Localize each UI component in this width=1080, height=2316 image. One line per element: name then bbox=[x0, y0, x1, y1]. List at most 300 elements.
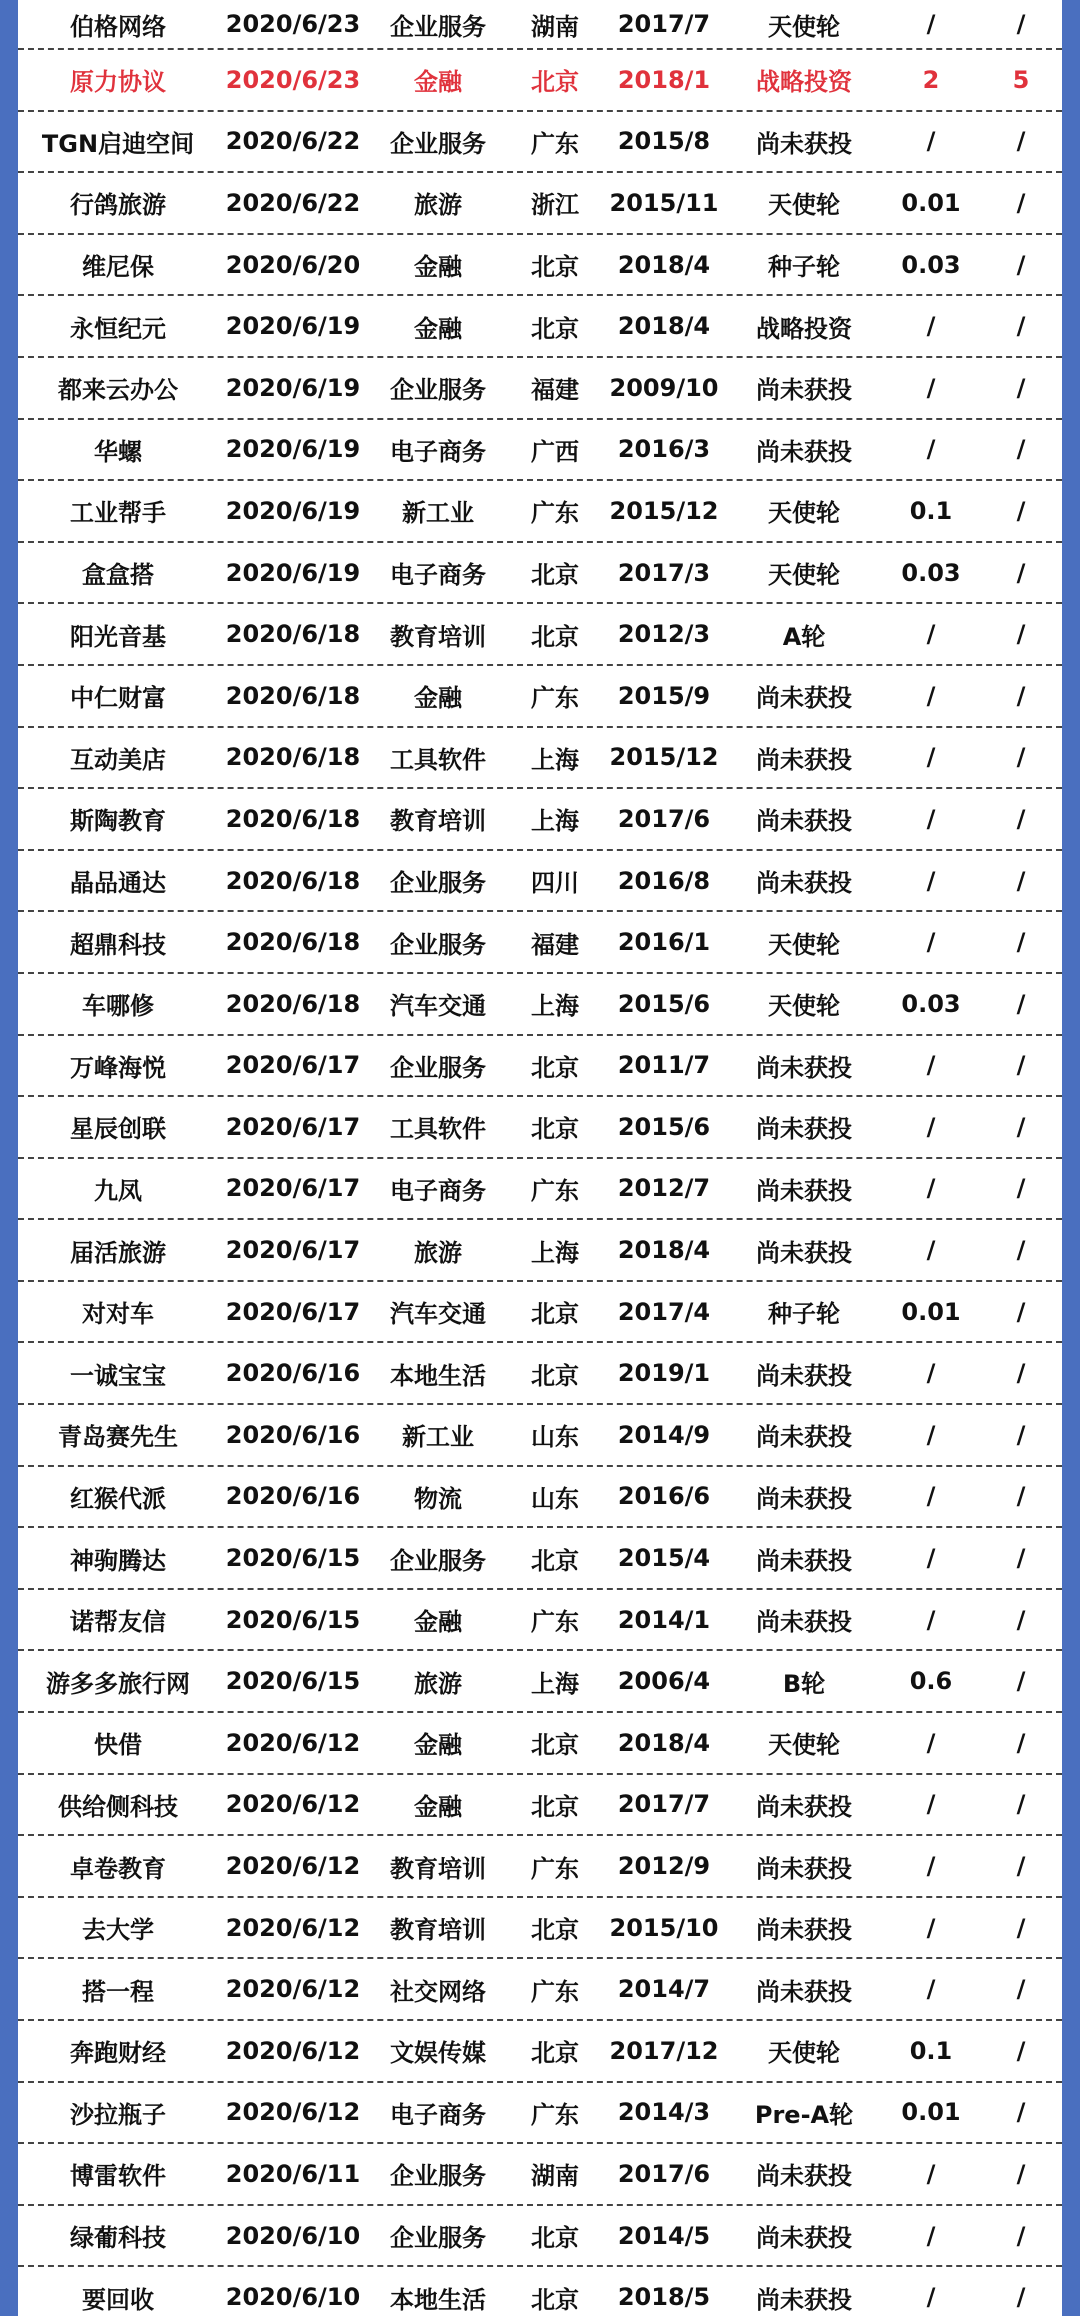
industry-cell: 企业服务 bbox=[390, 930, 486, 959]
province-cell: 湖南 bbox=[531, 12, 579, 41]
date-cell: 2020/6/17 bbox=[225, 1112, 361, 1141]
amount-cell: / bbox=[926, 1728, 936, 1757]
industry-cell: 金融 bbox=[414, 1792, 462, 1821]
company-name-cell: 星辰创联 bbox=[70, 1115, 166, 1144]
amount-cell: / bbox=[926, 1420, 936, 1449]
industry-cell: 工具软件 bbox=[390, 1115, 486, 1144]
date-cell: 2020/6/12 bbox=[225, 1728, 361, 1757]
province-cell: 北京 bbox=[531, 561, 579, 590]
round-cell: 尚未获投 bbox=[756, 437, 852, 466]
round-cell: 尚未获投 bbox=[756, 1916, 852, 1945]
amount-cell: / bbox=[926, 1112, 936, 1141]
round-cell: 尚未获投 bbox=[756, 869, 852, 898]
province-cell: 山东 bbox=[531, 1423, 579, 1452]
founded-cell: 2018/4 bbox=[617, 250, 711, 279]
round-cell: 天使轮 bbox=[768, 2039, 840, 2068]
date-cell: 2020/6/17 bbox=[225, 1174, 361, 1203]
province-cell: 上海 bbox=[531, 1238, 579, 1267]
province-cell: 北京 bbox=[531, 1053, 579, 1082]
valuation-cell: / bbox=[1016, 435, 1026, 464]
amount-cell: / bbox=[926, 1913, 936, 1942]
date-cell: 2020/6/17 bbox=[225, 1236, 361, 1265]
date-cell: 2020/6/16 bbox=[225, 1420, 361, 1449]
table-row bbox=[18, 1405, 1062, 1467]
round-cell: 天使轮 bbox=[768, 992, 840, 1021]
industry-cell: 企业服务 bbox=[390, 12, 486, 41]
company-name-cell: 博雷软件 bbox=[70, 2162, 166, 2191]
industry-cell: 企业服务 bbox=[390, 1053, 486, 1082]
date-cell: 2020/6/12 bbox=[225, 1852, 361, 1881]
valuation-cell: / bbox=[1016, 373, 1026, 402]
round-cell: 尚未获投 bbox=[756, 1608, 852, 1637]
round-cell: 尚未获投 bbox=[756, 1423, 852, 1452]
company-name-cell: 供给侧科技 bbox=[58, 1792, 178, 1821]
table-row bbox=[18, 1343, 1062, 1405]
industry-cell: 本地生活 bbox=[390, 1361, 486, 1390]
province-cell: 湖南 bbox=[531, 2162, 579, 2191]
industry-cell: 教育培训 bbox=[390, 1916, 486, 1945]
industry-cell: 新工业 bbox=[402, 499, 474, 528]
round-cell: 战略投资 bbox=[756, 68, 852, 97]
company-name-cell: 一诚宝宝 bbox=[70, 1361, 166, 1390]
date-cell: 2020/6/18 bbox=[225, 743, 361, 772]
valuation-cell: / bbox=[1016, 1605, 1026, 1634]
round-cell: 尚未获投 bbox=[756, 2285, 852, 2314]
province-cell: 广东 bbox=[531, 1854, 579, 1883]
amount-cell: / bbox=[926, 373, 936, 402]
table-row bbox=[18, 1282, 1062, 1344]
table-row bbox=[18, 1097, 1062, 1159]
amount-cell: 0.01 bbox=[901, 2098, 961, 2127]
table-row bbox=[18, 1651, 1062, 1713]
date-cell: 2020/6/19 bbox=[225, 558, 361, 587]
industry-cell: 教育培训 bbox=[390, 807, 486, 836]
company-name-cell: 红猴代派 bbox=[70, 1484, 166, 1513]
date-cell: 2020/6/15 bbox=[225, 1544, 361, 1573]
province-cell: 北京 bbox=[531, 2285, 579, 2314]
industry-cell: 电子商务 bbox=[390, 2100, 486, 2129]
founded-cell: 2015/12 bbox=[609, 743, 719, 772]
company-name-cell: TGN启迪空间 bbox=[41, 129, 195, 158]
date-cell: 2020/6/23 bbox=[225, 10, 361, 38]
valuation-cell: / bbox=[1016, 1544, 1026, 1573]
founded-cell: 2015/6 bbox=[617, 989, 711, 1018]
company-name-cell: 神驹腾达 bbox=[70, 1546, 166, 1575]
amount-cell: / bbox=[926, 2221, 936, 2250]
valuation-cell: / bbox=[1016, 866, 1026, 895]
valuation-cell: / bbox=[1016, 127, 1026, 156]
amount-cell: 0.1 bbox=[909, 2036, 953, 2065]
date-cell: 2020/6/12 bbox=[225, 1975, 361, 2004]
industry-cell: 旅游 bbox=[414, 1238, 462, 1267]
founded-cell: 2015/4 bbox=[617, 1544, 711, 1573]
founded-cell: 2017/4 bbox=[617, 1297, 711, 1326]
round-cell: 种子轮 bbox=[768, 253, 840, 282]
founded-cell: 2012/7 bbox=[617, 1174, 711, 1203]
date-cell: 2020/6/22 bbox=[225, 127, 361, 156]
date-cell: 2020/6/17 bbox=[225, 1297, 361, 1326]
province-cell: 广东 bbox=[531, 1608, 579, 1637]
date-cell: 2020/6/19 bbox=[225, 496, 361, 525]
round-cell: 种子轮 bbox=[768, 1300, 840, 1329]
industry-cell: 金融 bbox=[414, 1731, 462, 1760]
round-cell: 尚未获投 bbox=[756, 1176, 852, 1205]
valuation-cell: / bbox=[1016, 804, 1026, 833]
round-cell: 尚未获投 bbox=[756, 1484, 852, 1513]
province-cell: 北京 bbox=[531, 1361, 579, 1390]
round-cell: A轮 bbox=[782, 622, 826, 651]
date-cell: 2020/6/18 bbox=[225, 928, 361, 957]
industry-cell: 教育培训 bbox=[390, 1854, 486, 1883]
table-row bbox=[18, 0, 1062, 50]
date-cell: 2020/6/17 bbox=[225, 1051, 361, 1080]
industry-cell: 金融 bbox=[414, 68, 462, 97]
amount-cell: 0.1 bbox=[909, 496, 953, 525]
amount-cell: 0.03 bbox=[901, 989, 961, 1018]
valuation-cell: / bbox=[1016, 1728, 1026, 1757]
date-cell: 2020/6/18 bbox=[225, 681, 361, 710]
date-cell: 2020/6/18 bbox=[225, 804, 361, 833]
date-cell: 2020/6/19 bbox=[225, 435, 361, 464]
industry-cell: 企业服务 bbox=[390, 376, 486, 405]
founded-cell: 2018/4 bbox=[617, 1236, 711, 1265]
date-cell: 2020/6/11 bbox=[225, 2159, 361, 2188]
valuation-cell: / bbox=[1016, 558, 1026, 587]
province-cell: 山东 bbox=[531, 1484, 579, 1513]
founded-cell: 2017/6 bbox=[617, 804, 711, 833]
amount-cell: / bbox=[926, 804, 936, 833]
company-name-cell: 搭一程 bbox=[82, 1977, 154, 2006]
company-name-cell: 届活旅游 bbox=[70, 1238, 166, 1267]
company-name-cell: 盒盒搭 bbox=[82, 561, 154, 590]
province-cell: 北京 bbox=[531, 1300, 579, 1329]
company-name-cell: 游多多旅行网 bbox=[46, 1669, 190, 1698]
company-name-cell: 青岛赛先生 bbox=[58, 1423, 178, 1452]
company-name-cell: 永恒纪元 bbox=[70, 314, 166, 343]
founded-cell: 2017/3 bbox=[617, 558, 711, 587]
founded-cell: 2017/7 bbox=[617, 10, 711, 38]
industry-cell: 企业服务 bbox=[390, 2162, 486, 2191]
province-cell: 北京 bbox=[531, 1115, 579, 1144]
table-row bbox=[18, 1036, 1062, 1098]
amount-cell: / bbox=[926, 1605, 936, 1634]
province-cell: 上海 bbox=[531, 745, 579, 774]
province-cell: 广东 bbox=[531, 1176, 579, 1205]
date-cell: 2020/6/16 bbox=[225, 1359, 361, 1388]
round-cell: 尚未获投 bbox=[756, 1854, 852, 1883]
company-name-cell: 快借 bbox=[94, 1731, 142, 1760]
round-cell: 尚未获投 bbox=[756, 1792, 852, 1821]
round-cell: 尚未获投 bbox=[756, 1546, 852, 1575]
industry-cell: 金融 bbox=[414, 684, 462, 713]
amount-cell: / bbox=[926, 1051, 936, 1080]
province-cell: 北京 bbox=[531, 1792, 579, 1821]
amount-cell: 0.01 bbox=[901, 188, 961, 217]
founded-cell: 2018/4 bbox=[617, 1728, 711, 1757]
valuation-cell: / bbox=[1016, 250, 1026, 279]
valuation-cell: / bbox=[1016, 2098, 1026, 2127]
table-row bbox=[18, 2267, 1062, 2316]
round-cell: 尚未获投 bbox=[756, 1977, 852, 2006]
date-cell: 2020/6/20 bbox=[225, 250, 361, 279]
valuation-cell: / bbox=[1016, 2159, 1026, 2188]
valuation-cell: / bbox=[1016, 1359, 1026, 1388]
round-cell: 尚未获投 bbox=[756, 129, 852, 158]
valuation-cell: / bbox=[1016, 928, 1026, 957]
table-row bbox=[18, 235, 1062, 297]
table-row bbox=[18, 1898, 1062, 1960]
company-name-cell: 超鼎科技 bbox=[70, 930, 166, 959]
table-row bbox=[18, 112, 1062, 174]
valuation-cell: / bbox=[1016, 1236, 1026, 1265]
province-cell: 上海 bbox=[531, 1669, 579, 1698]
company-name-cell: 都来云办公 bbox=[58, 376, 178, 405]
founded-cell: 2018/5 bbox=[617, 2283, 711, 2312]
valuation-cell: / bbox=[1016, 681, 1026, 710]
table-row bbox=[18, 173, 1062, 235]
valuation-cell: / bbox=[1016, 620, 1026, 649]
table-row bbox=[18, 666, 1062, 728]
date-cell: 2020/6/19 bbox=[225, 312, 361, 341]
province-cell: 福建 bbox=[531, 930, 579, 959]
founded-cell: 2015/8 bbox=[617, 127, 711, 156]
valuation-cell: / bbox=[1016, 1051, 1026, 1080]
founded-cell: 2018/4 bbox=[617, 312, 711, 341]
company-name-cell: 奔跑财经 bbox=[70, 2039, 166, 2068]
table-row bbox=[18, 358, 1062, 420]
amount-cell: / bbox=[926, 928, 936, 957]
company-name-cell: 万峰海悦 bbox=[70, 1053, 166, 1082]
table-row bbox=[18, 789, 1062, 851]
amount-cell: / bbox=[926, 312, 936, 341]
table-row bbox=[18, 604, 1062, 666]
company-name-cell: 诺帮友信 bbox=[70, 1608, 166, 1637]
industry-cell: 旅游 bbox=[414, 191, 462, 220]
founded-cell: 2014/7 bbox=[617, 1975, 711, 2004]
valuation-cell: / bbox=[1016, 743, 1026, 772]
date-cell: 2020/6/19 bbox=[225, 373, 361, 402]
company-name-cell: 对对车 bbox=[82, 1300, 154, 1329]
province-cell: 北京 bbox=[531, 314, 579, 343]
industry-cell: 企业服务 bbox=[390, 869, 486, 898]
industry-cell: 金融 bbox=[414, 314, 462, 343]
valuation-cell: / bbox=[1016, 1174, 1026, 1203]
date-cell: 2020/6/18 bbox=[225, 989, 361, 1018]
valuation-cell: / bbox=[1016, 2283, 1026, 2312]
amount-cell: / bbox=[926, 1482, 936, 1511]
province-cell: 北京 bbox=[531, 622, 579, 651]
table-row bbox=[18, 1836, 1062, 1898]
amount-cell: / bbox=[926, 866, 936, 895]
date-cell: 2020/6/12 bbox=[225, 2098, 361, 2127]
amount-cell: 0.03 bbox=[901, 250, 961, 279]
province-cell: 北京 bbox=[531, 2039, 579, 2068]
company-name-cell: 去大学 bbox=[82, 1916, 154, 1945]
founded-cell: 2017/12 bbox=[609, 2036, 719, 2065]
table-row bbox=[18, 1590, 1062, 1652]
valuation-cell: / bbox=[1016, 1297, 1026, 1326]
founded-cell: 2006/4 bbox=[617, 1667, 711, 1696]
company-name-cell: 华螺 bbox=[94, 437, 142, 466]
table-row bbox=[18, 420, 1062, 482]
founded-cell: 2015/12 bbox=[609, 496, 719, 525]
table-row bbox=[18, 851, 1062, 913]
founded-cell: 2015/6 bbox=[617, 1112, 711, 1141]
amount-cell: / bbox=[926, 620, 936, 649]
company-name-cell: 绿葡科技 bbox=[70, 2224, 166, 2253]
industry-cell: 汽车交通 bbox=[390, 1300, 486, 1329]
founded-cell: 2015/10 bbox=[609, 1913, 719, 1942]
founded-cell: 2011/7 bbox=[617, 1051, 711, 1080]
industry-cell: 电子商务 bbox=[390, 1176, 486, 1205]
date-cell: 2020/6/15 bbox=[225, 1667, 361, 1696]
industry-cell: 社交网络 bbox=[390, 1977, 486, 2006]
province-cell: 福建 bbox=[531, 376, 579, 405]
round-cell: Pre-A轮 bbox=[754, 2100, 854, 2129]
province-cell: 北京 bbox=[531, 68, 579, 97]
round-cell: 尚未获投 bbox=[756, 745, 852, 774]
industry-cell: 电子商务 bbox=[390, 437, 486, 466]
founded-cell: 2017/7 bbox=[617, 1790, 711, 1819]
province-cell: 浙江 bbox=[531, 191, 579, 220]
round-cell: 尚未获投 bbox=[756, 2224, 852, 2253]
province-cell: 北京 bbox=[531, 1916, 579, 1945]
round-cell: 天使轮 bbox=[768, 499, 840, 528]
province-cell: 四川 bbox=[531, 869, 579, 898]
founded-cell: 2018/1 bbox=[617, 65, 711, 94]
province-cell: 广东 bbox=[531, 1977, 579, 2006]
province-cell: 广东 bbox=[531, 129, 579, 158]
date-cell: 2020/6/23 bbox=[225, 65, 361, 94]
date-cell: 2020/6/12 bbox=[225, 2036, 361, 2065]
round-cell: 天使轮 bbox=[768, 12, 840, 41]
amount-cell: / bbox=[926, 127, 936, 156]
company-name-cell: 阳光音基 bbox=[70, 622, 166, 651]
amount-cell: / bbox=[926, 2159, 936, 2188]
date-cell: 2020/6/10 bbox=[225, 2221, 361, 2250]
table-row bbox=[18, 1775, 1062, 1837]
date-cell: 2020/6/16 bbox=[225, 1482, 361, 1511]
company-name-cell: 斯陶教育 bbox=[70, 807, 166, 836]
valuation-cell: / bbox=[1016, 188, 1026, 217]
province-cell: 北京 bbox=[531, 2224, 579, 2253]
date-cell: 2020/6/10 bbox=[225, 2283, 361, 2312]
valuation-cell: / bbox=[1016, 1667, 1026, 1696]
round-cell: 尚未获投 bbox=[756, 1238, 852, 1267]
round-cell: 尚未获投 bbox=[756, 1115, 852, 1144]
table-row bbox=[18, 2144, 1062, 2206]
company-name-cell: 原力协议 bbox=[70, 68, 166, 97]
round-cell: 战略投资 bbox=[756, 314, 852, 343]
amount-cell: / bbox=[926, 10, 936, 38]
industry-cell: 文娱传媒 bbox=[390, 2039, 486, 2068]
company-name-cell: 行鸽旅游 bbox=[70, 191, 166, 220]
amount-cell: 0.03 bbox=[901, 558, 961, 587]
valuation-cell: / bbox=[1016, 1112, 1026, 1141]
table-row bbox=[18, 728, 1062, 790]
table-row bbox=[18, 1467, 1062, 1529]
industry-cell: 企业服务 bbox=[390, 2224, 486, 2253]
industry-cell: 旅游 bbox=[414, 1669, 462, 1698]
table-row bbox=[18, 543, 1062, 605]
valuation-cell: / bbox=[1016, 2036, 1026, 2065]
province-cell: 北京 bbox=[531, 1546, 579, 1575]
amount-cell: / bbox=[926, 1852, 936, 1881]
table-row bbox=[18, 2206, 1062, 2268]
province-cell: 广东 bbox=[531, 499, 579, 528]
table-row bbox=[18, 1220, 1062, 1282]
amount-cell: / bbox=[926, 681, 936, 710]
valuation-cell: / bbox=[1016, 2221, 1026, 2250]
province-cell: 北京 bbox=[531, 253, 579, 282]
province-cell: 上海 bbox=[531, 807, 579, 836]
founded-cell: 2016/8 bbox=[617, 866, 711, 895]
amount-cell: / bbox=[926, 1174, 936, 1203]
founded-cell: 2012/3 bbox=[617, 620, 711, 649]
industry-cell: 物流 bbox=[414, 1484, 462, 1513]
industry-cell: 教育培训 bbox=[390, 622, 486, 651]
company-name-cell: 互动美店 bbox=[70, 745, 166, 774]
company-name-cell: 晶品通达 bbox=[70, 869, 166, 898]
province-cell: 北京 bbox=[531, 1731, 579, 1760]
founded-cell: 2014/1 bbox=[617, 1605, 711, 1634]
founded-cell: 2014/3 bbox=[617, 2098, 711, 2127]
industry-cell: 工具软件 bbox=[390, 745, 486, 774]
company-name-cell: 工业帮手 bbox=[70, 499, 166, 528]
date-cell: 2020/6/12 bbox=[225, 1913, 361, 1942]
founded-cell: 2015/9 bbox=[617, 681, 711, 710]
round-cell: 天使轮 bbox=[768, 930, 840, 959]
company-name-cell: 伯格网络 bbox=[70, 12, 166, 41]
industry-cell: 金融 bbox=[414, 1608, 462, 1637]
founded-cell: 2012/9 bbox=[617, 1852, 711, 1881]
table-row bbox=[18, 2083, 1062, 2145]
amount-cell: / bbox=[926, 435, 936, 464]
industry-cell: 金融 bbox=[414, 253, 462, 282]
company-name-cell: 九凤 bbox=[94, 1176, 142, 1205]
round-cell: 尚未获投 bbox=[756, 807, 852, 836]
amount-cell: / bbox=[926, 1236, 936, 1265]
company-name-cell: 中仁财富 bbox=[70, 684, 166, 713]
round-cell: 天使轮 bbox=[768, 191, 840, 220]
date-cell: 2020/6/22 bbox=[225, 188, 361, 217]
founded-cell: 2016/6 bbox=[617, 1482, 711, 1511]
round-cell: 尚未获投 bbox=[756, 1053, 852, 1082]
province-cell: 广东 bbox=[531, 2100, 579, 2129]
industry-cell: 企业服务 bbox=[390, 129, 486, 158]
valuation-cell: 5 bbox=[1012, 65, 1030, 94]
investment-table bbox=[18, 0, 1062, 2316]
round-cell: 尚未获投 bbox=[756, 2162, 852, 2191]
date-cell: 2020/6/18 bbox=[225, 620, 361, 649]
founded-cell: 2014/9 bbox=[617, 1420, 711, 1449]
industry-cell: 本地生活 bbox=[390, 2285, 486, 2314]
company-name-cell: 维尼保 bbox=[82, 253, 154, 282]
founded-cell: 2015/11 bbox=[609, 188, 719, 217]
round-cell: 天使轮 bbox=[768, 561, 840, 590]
company-name-cell: 车哪修 bbox=[82, 992, 154, 1021]
amount-cell: 0.6 bbox=[909, 1667, 953, 1696]
table-row bbox=[18, 2021, 1062, 2083]
valuation-cell: / bbox=[1016, 1420, 1026, 1449]
table-row bbox=[18, 1713, 1062, 1775]
valuation-cell: / bbox=[1016, 1790, 1026, 1819]
valuation-cell: / bbox=[1016, 312, 1026, 341]
province-cell: 广东 bbox=[531, 684, 579, 713]
industry-cell: 汽车交通 bbox=[390, 992, 486, 1021]
table-row bbox=[18, 296, 1062, 358]
company-name-cell: 要回收 bbox=[82, 2285, 154, 2314]
